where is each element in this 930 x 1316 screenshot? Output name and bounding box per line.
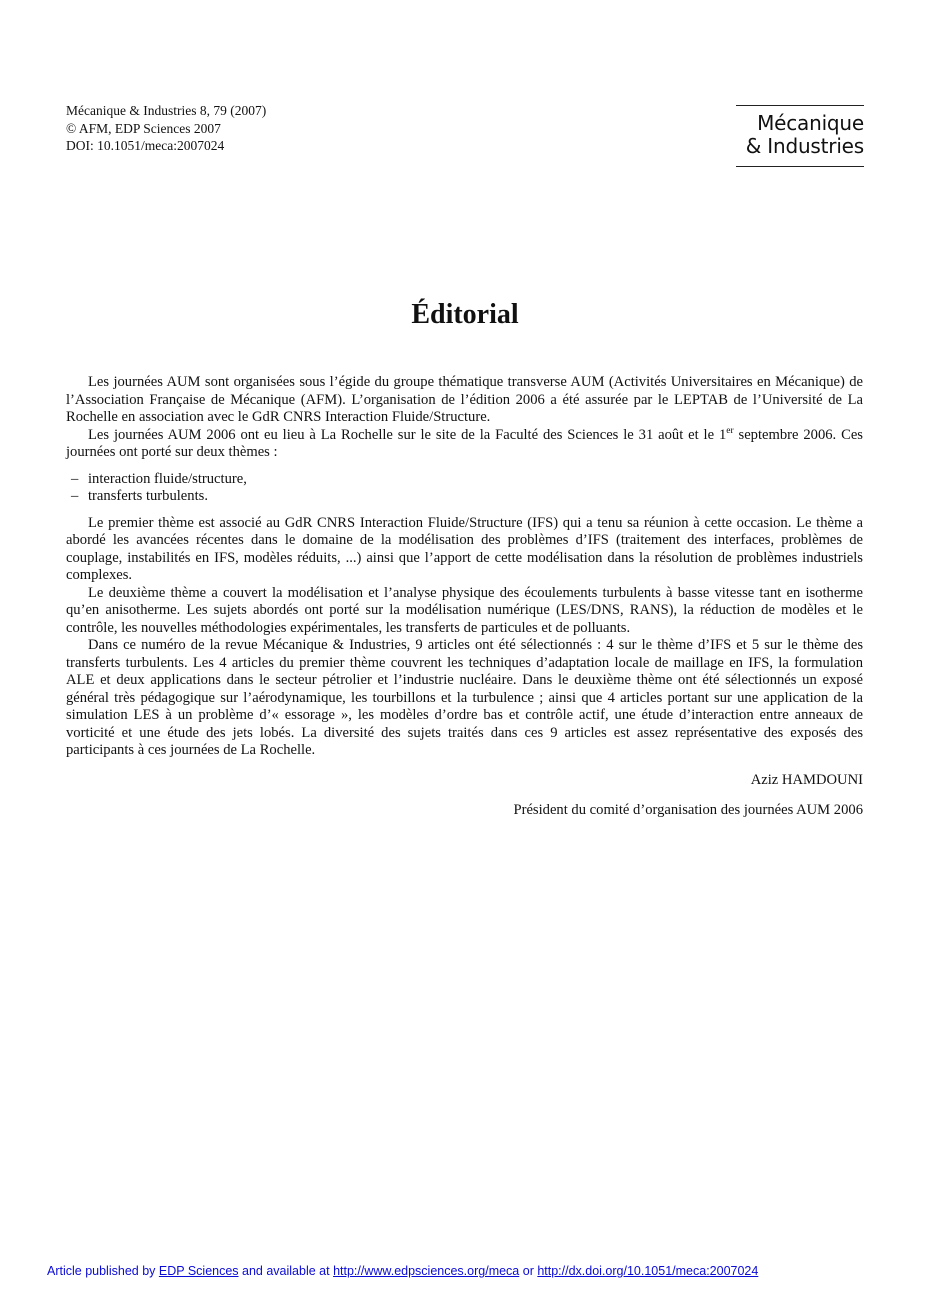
list-item — [66, 471, 863, 489]
paragraph-issue-contents: Dans ce numéro de la revue Mécanique & Industries, 9 articles ont été sélectionnés : 4 sur le thème d’IFS et 5 sur le thème des transferts turbulents. Les 4 articles du premier thème couvrent les techniques d’adaptation locale de maillage en IFS, la formulation ALE et deux applications dans le secteur pétrolier et l’industrie nucléaire. Dans le deuxième thème ont été sélectionnés un exposé général très pédagogique sur l’aérodynamique, les tourbillons et la turbulence ; ainsi que 4 articles portant sur une application de la simulation LES à un problème d’« essorage », les modèles d’ordre bas et contrôle actif, une étude d’interaction entre anneaux de vorticité et une étude des jets lobés. La diversité des sujets traités dans ces 9 articles est assez représentative des exposés des participants à ces journées de La Rochelle. — [66, 637, 863, 758]
article-body — [66, 374, 863, 820]
logo-line-2: & Industries — [745, 134, 864, 158]
copyright-line: © AFM, EDP Sciences 2007 — [66, 120, 221, 136]
publication-footer — [47, 1264, 758, 1278]
list-item-text: transferts turbulents. — [88, 488, 208, 504]
journal-logo — [736, 105, 864, 167]
paragraph-theme-one: Le premier thème est associé au GdR CNRS Interaction Fluide/Structure (IFS) qui a tenu sa réunion à cette occasion. Le thème a abordé les avancées récentes dans le domaine de la modélisation des problèmes d’IFS (traitement des interfaces, problèmes de couplage, instabilités en IFS, modèles réduits, ...) ainsi que l’apport de cette modélisation dans la résolution de problèmes industriels complexes. — [66, 514, 863, 583]
edp-sciences-link[interactable]: EDP Sciences — [158, 1264, 239, 1278]
list-item-text: interaction fluide/structure, — [88, 470, 247, 487]
paragraph-dates-text-end: septembre 2006. Ces journées ont porté sur deux thèmes : — [66, 426, 863, 460]
author-role: Président du comité d’organisation des journées AUM 2006 — [513, 802, 863, 818]
themes-list — [66, 471, 863, 506]
ordinal-superscript: er — [726, 425, 734, 436]
dash-bullet: – — [71, 470, 79, 487]
paragraph-intro: Les journées AUM sont organisées sous l’égide du groupe thématique transverse AUM (Activités Universitaires en Mécanique) de l’Association Française de Mécanique (AFM). L’organisation de l’édition 2006 a été assurée par le LEPTAB de l’Université de La Rochelle en association avec le GdR CNRS Interaction Fluide/Structure. — [66, 374, 863, 425]
article-title: Éditorial — [411, 299, 519, 330]
journal-citation: Mécanique & Industries 8, 79 (2007) — [66, 103, 267, 118]
doi-url-link[interactable]: http://dx.doi.org/10.1051/meca:2007024 — [537, 1264, 759, 1278]
author-signature: Aziz HAMDOUNI — [750, 771, 863, 788]
citation-block — [66, 102, 266, 155]
logo-line-1: Mécanique — [757, 111, 864, 135]
paragraph-dates — [66, 427, 863, 462]
list-item — [66, 488, 863, 506]
paragraph-theme-two: Le deuxième thème a couvert la modélisation et l’analyse physique des écoulements turbulents à basse vitesse tant en isotherme qu’en anisotherme. Les sujets abordés ont porté sur la modélisation numérique (LES/DNS, RANS), la réduction de modèles et le contrôle, les nouvelles méthodologies expérimentales, les transferts de particules et de polluants. — [66, 584, 863, 636]
paragraph-dates-text: Les journées AUM 2006 ont eu lieu à La Rochelle sur le site de la Faculté des Sciences le 31 août et le 1 — [88, 426, 727, 443]
footer-middle: and available at — [238, 1264, 334, 1278]
journal-url-link[interactable]: http://www.edpsciences.org/meca — [333, 1264, 520, 1278]
dash-bullet: – — [71, 488, 79, 504]
footer-prefix: Article published by — [47, 1264, 159, 1278]
footer-or: or — [519, 1264, 538, 1278]
doi-line: DOI: 10.1051/meca:2007024 — [66, 138, 225, 153]
